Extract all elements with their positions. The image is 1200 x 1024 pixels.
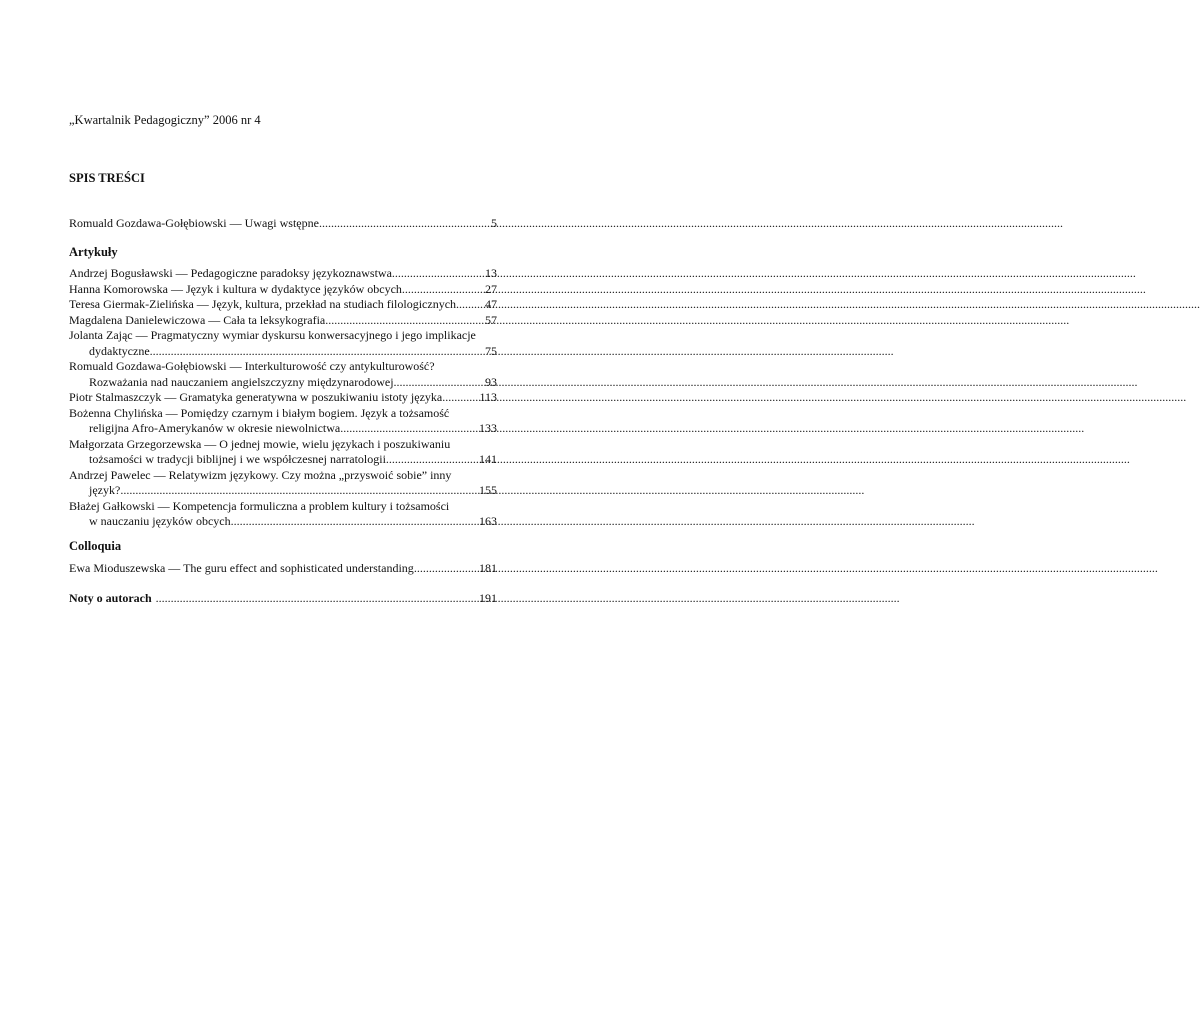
toc-entry[interactable] bbox=[69, 313, 497, 329]
toc-entry[interactable] bbox=[69, 390, 497, 406]
entry-text: Piotr Stalmaszczyk — Gramatyka generatywna w poszukiwaniu istoty języka bbox=[69, 390, 443, 404]
entry-text: Ewa Mioduszewska — The guru effect and sophisticated understanding bbox=[69, 561, 414, 575]
entry-text: Błażej Gałkowski — Kompetencja formuliczna a problem kultury i tożsamości bbox=[69, 498, 450, 513]
dot-leader bbox=[319, 216, 477, 232]
journal-header: „Kwartalnik Pedagogiczny” 2006 nr 4 bbox=[69, 113, 261, 127]
toc-entry[interactable] bbox=[69, 359, 497, 390]
toc-entry-intro[interactable] bbox=[69, 216, 497, 232]
entry-text: Teresa Giermak-Zielińska — Język, kultura, przekład na studiach filologicznych bbox=[69, 297, 457, 311]
entry-text: Romuald Gozdawa-Gołębiowski — Interkulturowość czy antykulturowość? bbox=[69, 359, 435, 373]
entry-page: 133 bbox=[479, 421, 497, 435]
entry-text: Romuald Gozdawa-Gołębiowski — Uwagi wstępne bbox=[69, 216, 319, 230]
toc-entry[interactable] bbox=[69, 561, 497, 577]
entry-page: 57 bbox=[485, 312, 497, 327]
dot-leader bbox=[394, 375, 477, 391]
entry-page: 155 bbox=[479, 483, 497, 497]
entry-text: Bożenna Chylińska — Pomiędzy czarnym i białym bogiem. Język a tożsamość bbox=[69, 405, 450, 420]
dot-leader bbox=[231, 514, 471, 530]
toc-entry[interactable] bbox=[69, 437, 497, 468]
toc-entry[interactable] bbox=[69, 328, 497, 359]
entry-text: Noty o autorach bbox=[69, 591, 152, 605]
entry-page: 47 bbox=[485, 297, 497, 311]
toc-entry[interactable] bbox=[69, 468, 497, 499]
entry-page: 191 bbox=[479, 591, 497, 605]
entry-page: 163 bbox=[479, 514, 497, 528]
toc-entry[interactable] bbox=[69, 282, 497, 298]
dot-leader bbox=[456, 297, 477, 313]
entry-page: 141 bbox=[479, 452, 497, 466]
dot-leader bbox=[392, 266, 477, 282]
entry-text: Hanna Komorowska — Język i kultura w dydaktyce języków obcych bbox=[69, 281, 402, 296]
entry-text-continued: w nauczaniu języków obcych bbox=[89, 514, 231, 528]
section-heading-articles: Artykuły bbox=[69, 245, 118, 259]
dot-leader bbox=[120, 483, 477, 499]
toc-entry[interactable] bbox=[69, 499, 497, 530]
entry-text-continued: dydaktyczne bbox=[89, 343, 150, 358]
entry-page: 181 bbox=[479, 561, 497, 575]
entry-text-continued: tożsamości w tradycji biblijnej i we współczesnej narratologii bbox=[89, 452, 386, 466]
document-page bbox=[69, 0, 497, 1024]
entry-text: Jolanta Zając — Pragmatyczny wymiar dyskursu konwersacyjnego i jego implikacje bbox=[69, 328, 476, 342]
entry-text: Magdalena Danielewiczowa — Cała ta leksykografia bbox=[69, 312, 326, 327]
dot-leader bbox=[402, 282, 477, 298]
entry-text-continued: religijna Afro-Amerykanów w okresie niewolnictwa bbox=[89, 421, 341, 435]
toc-title: SPIS TREŚCI bbox=[69, 171, 145, 185]
entry-page: 27 bbox=[485, 281, 497, 296]
articles-list bbox=[69, 266, 497, 530]
dot-leader bbox=[340, 421, 477, 437]
entry-text-continued: Rozważania nad nauczaniem angielszczyzny międzynarodowej bbox=[89, 374, 394, 389]
dot-leader bbox=[414, 561, 473, 577]
dot-leader bbox=[442, 390, 477, 406]
entry-page: 93 bbox=[485, 374, 497, 389]
toc-entry[interactable] bbox=[69, 406, 497, 437]
colloquia-list bbox=[69, 561, 497, 577]
dot-leader bbox=[152, 591, 477, 607]
entry-page: 5 bbox=[491, 216, 497, 230]
dot-leader bbox=[150, 344, 477, 360]
entry-text: Andrzej Bogusławski — Pedagogiczne paradoksy językoznawstwa bbox=[69, 266, 392, 280]
entry-text: Małgorzata Grzegorzewska — O jednej mowie, wielu językach i poszukiwaniu bbox=[69, 436, 451, 451]
toc-entry[interactable] bbox=[69, 297, 497, 313]
entry-page: 75 bbox=[485, 343, 497, 358]
dot-leader bbox=[325, 313, 477, 329]
entry-page: 113 bbox=[479, 390, 497, 404]
entry-text: Andrzej Pawelec — Relatywizm językowy. Czy można „przyswoić sobie” inny bbox=[69, 467, 452, 482]
toc-entry[interactable] bbox=[69, 266, 497, 282]
dot-leader bbox=[386, 452, 477, 468]
entry-page: 13 bbox=[485, 266, 497, 280]
section-heading-colloquia: Colloquia bbox=[69, 539, 122, 553]
entry-text-continued: język? bbox=[89, 483, 121, 497]
toc-entry-notes[interactable] bbox=[69, 591, 497, 607]
